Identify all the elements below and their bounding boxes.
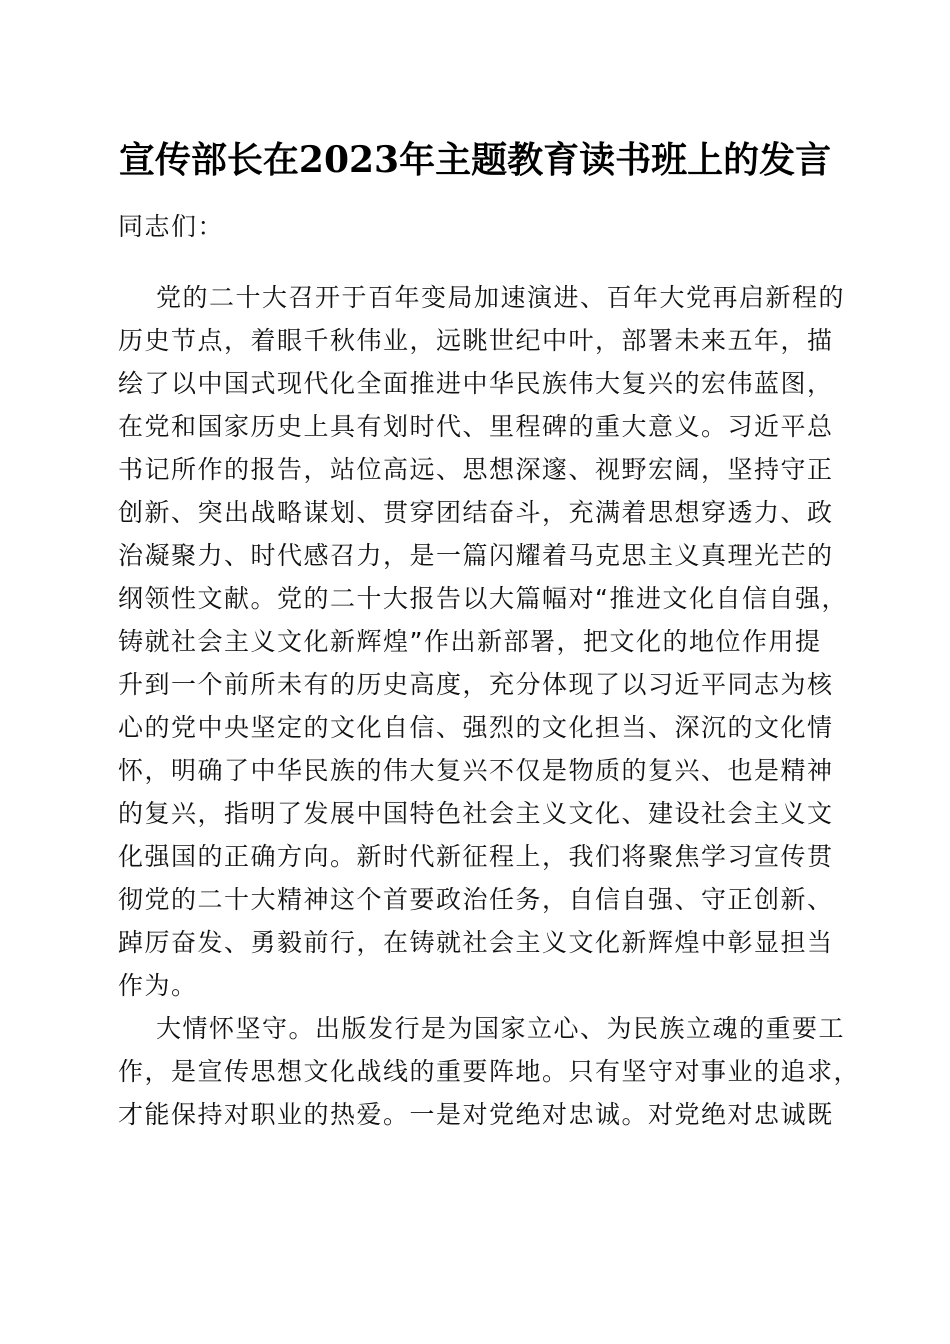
text-line: 的复兴，指明了发展中国特色社会主义文化、建设社会主义文	[118, 799, 834, 828]
text-line: 升到一个前所未有的历史高度，充分体现了以习近平同志为核	[118, 670, 834, 699]
salutation: 同志们：	[118, 212, 225, 241]
text-line: 创新、突出战略谋划、贯穿团结奋斗，充满着思想穿透力、政	[118, 498, 834, 527]
text-line: 作，是宣传思想文化战线的重要阵地。只有坚守对事业的追求，	[118, 1057, 861, 1086]
text-line: 作为。	[118, 971, 198, 1000]
text-line: 历史节点，着眼千秋伟业，远眺世纪中叶，部署未来五年，描	[118, 326, 834, 355]
document-title: 宣传部长在2023年主题教育读书班上的发言	[118, 139, 832, 181]
text-line: 铸就社会主义文化新辉煌”作出新部署，把文化的地位作用提	[118, 627, 822, 656]
text-line: 踔厉奋发、勇毅前行，在铸就社会主义文化新辉煌中彰显担当	[118, 928, 834, 957]
text-line: 怀，明确了中华民族的伟大复兴不仅是物质的复兴、也是精神	[118, 756, 834, 785]
text-line: 才能保持对职业的热爱。一是对党绝对忠诚。对党绝对忠诚既	[118, 1100, 834, 1129]
text-line: 党的二十大召开于百年变局加速演进、百年大党再启新程的	[156, 283, 846, 312]
text-line: 彻党的二十大精神这个首要政治任务，自信自强、守正创新、	[118, 885, 834, 914]
text-line: 在党和国家历史上具有划时代、里程碑的重大意义。习近平总	[118, 412, 834, 441]
text-line: 化强国的正确方向。新时代新征程上，我们将聚焦学习宣传贯	[118, 842, 834, 871]
text-line: 纲领性文献。党的二十大报告以大篇幅对“推进文化自信自强，	[118, 584, 848, 613]
text-line: 绘了以中国式现代化全面推进中华民族伟大复兴的宏伟蓝图，	[118, 369, 834, 398]
text-line: 治凝聚力、时代感召力，是一篇闪耀着马克思主义真理光芒的	[118, 541, 834, 570]
text-line: 大情怀坚守。出版发行是为国家立心、为民族立魂的重要工	[156, 1014, 846, 1043]
text-line: 书记所作的报告，站位高远、思想深邃、视野宏阔，坚持守正	[118, 455, 834, 484]
text-line: 心的党中央坚定的文化自信、强烈的文化担当、深沉的文化情	[118, 713, 834, 742]
